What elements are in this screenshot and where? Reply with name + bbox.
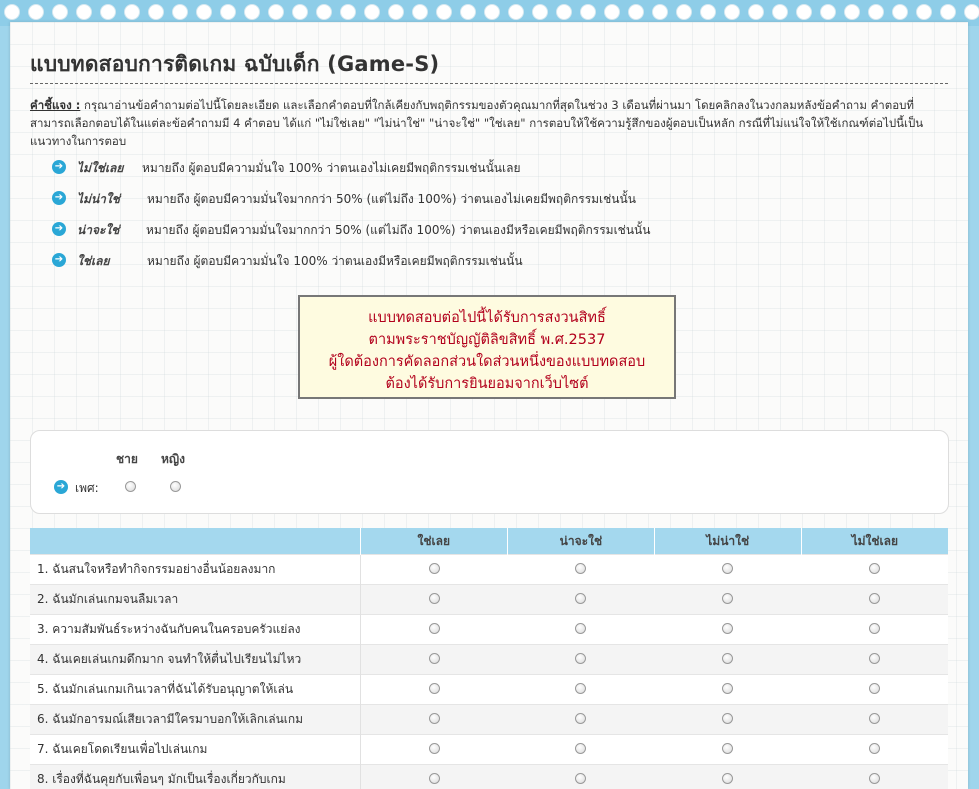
answer-radio-probably-no[interactable]: [722, 773, 733, 784]
definitions-list: [52, 159, 932, 283]
answer-radio-yes[interactable]: [429, 593, 440, 604]
table-row: [30, 765, 948, 789]
table-row: [30, 645, 948, 675]
gender-option-male-label: ชาย: [116, 452, 138, 466]
definition-desc: หมายถึง ผู้ตอบมีความมั่นใจ 100% ว่าตนเองไม่เคยมีพฤติกรรมเช่นนั้นเลย: [142, 161, 521, 175]
question-text: 1. ฉันสนใจหรือทำกิจกรรมอย่างอื่นน้อยลงมาก: [30, 555, 360, 585]
scallop-dot: [868, 4, 884, 20]
answer-radio-probably-yes[interactable]: [575, 773, 586, 784]
scallop-dot: [940, 4, 956, 20]
definition-item: [52, 190, 932, 221]
definition-term: ใช่เลย: [77, 254, 110, 268]
gender-label: เพศ:: [75, 481, 99, 495]
scallop-dot: [268, 4, 284, 20]
scallop-dot: [796, 4, 812, 20]
answer-radio-probably-no[interactable]: [722, 683, 733, 694]
definition-desc: หมายถึง ผู้ตอบมีความมั่นใจมากกว่า 50% (แต่ไม่ถึง 100%) ว่าตนเองมีหรือเคยมีพฤติกรรมเช่นนั้น: [146, 223, 651, 237]
answer-radio-no[interactable]: [869, 713, 880, 724]
answer-radio-yes[interactable]: [429, 623, 440, 634]
instructions-text: กรุณาอ่านข้อคำถามต่อไปนี้โดยละเอียด และเลือกคำตอบที่ใกล้เคียงกับพฤติกรรมของตัวคุณมากที่สุดในช่วง 3 เดือนที่ผ่านมา โดยคลิกลงในวงกลมหลังข้อคำถาม คำตอบที่สามารถเลือกตอบได้ในแต่ละข้อคำถามมี 4 คำตอบ ได้แก่ "ไม่ใช่เลย" "ไม่น่าใช่" "น่าจะใช่" "ใช่เลย" การตอบให้ใช้ความรู้สึกของผู้ตอบเป็นหลัก กรณีที่ไม่แน่ใจให้ใช้เกณฑ์ต่อไปนี้เป็นแนวทางในการตอบ: [30, 98, 924, 148]
answer-radio-probably-yes[interactable]: [575, 563, 586, 574]
copyright-line: แบบทดสอบต่อไปนี้ได้รับการสงวนสิทธิ์: [368, 310, 606, 326]
scallop-dot: [508, 4, 524, 20]
definition-term: ไม่น่าใช่: [77, 192, 120, 206]
answer-radio-yes[interactable]: [429, 713, 440, 724]
content-paper: [10, 22, 968, 789]
scallop-dot: [676, 4, 692, 20]
scallop-dot: [484, 4, 500, 20]
scallop-dot: [532, 4, 548, 20]
scallop-dot: [100, 4, 116, 20]
arrow-right-icon: ➔: [52, 160, 66, 174]
definition-desc: หมายถึง ผู้ตอบมีความมั่นใจ 100% ว่าตนเองมีหรือเคยมีพฤติกรรมเช่นนั้น: [147, 254, 523, 268]
scallop-dot: [196, 4, 212, 20]
scallop-dot: [556, 4, 572, 20]
answer-radio-no[interactable]: [869, 593, 880, 604]
copyright-line: ตามพระราชบัญญัติลิขสิทธิ์ พ.ศ.2537: [368, 332, 606, 348]
answer-radio-probably-yes[interactable]: [575, 623, 586, 634]
instructions-lead: คำชี้แจง :: [30, 98, 81, 112]
answer-radio-probably-yes[interactable]: [575, 713, 586, 724]
page-title: แบบทดสอบการติดเกม ฉบับเด็ก (Game-S): [30, 52, 440, 76]
table-row: [30, 675, 948, 705]
answer-radio-no[interactable]: [869, 683, 880, 694]
copyright-line: ต้องได้รับการยินยอมจากเว็บไซต์: [385, 376, 589, 392]
scallop-dot: [244, 4, 260, 20]
gender-option-female-label: หญิง: [161, 452, 185, 466]
table-row: [30, 705, 948, 735]
arrow-right-icon: ➔: [52, 222, 66, 236]
scallop-dot: [580, 4, 596, 20]
scallop-dot: [388, 4, 404, 20]
scallop-dot: [292, 4, 308, 20]
scallop-dot: [724, 4, 740, 20]
scallop-dot: [628, 4, 644, 20]
scallop-dot: [964, 4, 979, 20]
answer-radio-no[interactable]: [869, 563, 880, 574]
column-header-no: ไม่ใช่เลย: [801, 528, 948, 555]
answer-radio-yes[interactable]: [429, 743, 440, 754]
scallop-dot: [148, 4, 164, 20]
table-header-row: [30, 528, 948, 555]
definition-term: ไม่ใช่เลย: [77, 161, 124, 175]
title-divider: [30, 83, 948, 84]
answer-radio-probably-no[interactable]: [722, 653, 733, 664]
questions-table: [30, 528, 948, 789]
definition-term: น่าจะใช่: [77, 223, 120, 237]
answer-radio-yes[interactable]: [429, 563, 440, 574]
question-text: 3. ความสัมพันธ์ระหว่างฉันกับคนในครอบครัวแย่ลง: [30, 615, 360, 645]
answer-radio-yes[interactable]: [429, 653, 440, 664]
scallop-dot: [652, 4, 668, 20]
scallop-dot: [772, 4, 788, 20]
column-header-question: [30, 528, 360, 555]
answer-radio-probably-no[interactable]: [722, 713, 733, 724]
answer-radio-no[interactable]: [869, 743, 880, 754]
answer-radio-probably-no[interactable]: [722, 593, 733, 604]
scallop-dot: [124, 4, 140, 20]
answer-radio-no[interactable]: [869, 773, 880, 784]
column-header-probably-no: ไม่น่าใช่: [654, 528, 801, 555]
gender-section: [30, 430, 949, 514]
question-text: 4. ฉันเคยเล่นเกมดึกมาก จนทำให้ตื่นไปเรียนไม่ไหว: [30, 645, 360, 675]
answer-radio-probably-yes[interactable]: [575, 653, 586, 664]
scallop-dot: [436, 4, 452, 20]
question-text: 7. ฉันเคยโดดเรียนเพื่อไปเล่นเกม: [30, 735, 360, 765]
scallop-dot: [916, 4, 932, 20]
scallop-dot: [4, 4, 20, 20]
instructions: [30, 96, 948, 150]
scallop-dot: [76, 4, 92, 20]
scallop-dot: [364, 4, 380, 20]
answer-radio-yes[interactable]: [429, 683, 440, 694]
scallop-dot: [412, 4, 428, 20]
table-row: [30, 735, 948, 765]
scallop-dot: [28, 4, 44, 20]
arrow-right-icon: ➔: [52, 191, 66, 205]
scallop-dot: [820, 4, 836, 20]
column-header-probably-yes: น่าจะใช่: [507, 528, 654, 555]
definition-desc: หมายถึง ผู้ตอบมีความมั่นใจมากกว่า 50% (แต่ไม่ถึง 100%) ว่าตนเองไม่เคยมีพฤติกรรมเช่นนั้น: [147, 192, 636, 206]
answer-radio-no[interactable]: [869, 653, 880, 664]
copyright-notice: [298, 295, 676, 399]
table-row: [30, 555, 948, 585]
arrow-right-icon: ➔: [52, 253, 66, 267]
answer-radio-yes[interactable]: [429, 773, 440, 784]
scallop-dot: [700, 4, 716, 20]
scallop-dot: [220, 4, 236, 20]
definition-item: [52, 252, 932, 283]
scallop-dot: [172, 4, 188, 20]
definition-item: [52, 221, 932, 252]
answer-radio-probably-no[interactable]: [722, 743, 733, 754]
answer-radio-no[interactable]: [869, 623, 880, 634]
scallop-dot: [748, 4, 764, 20]
question-text: 5. ฉันมักเล่นเกมเกินเวลาที่ฉันได้รับอนุญาตให้เล่น: [30, 675, 360, 705]
gender-radio-female[interactable]: [170, 481, 181, 492]
answer-radio-probably-yes[interactable]: [575, 743, 586, 754]
copyright-line: ผู้ใดต้องการคัดลอกส่วนใดส่วนหนึ่งของแบบทดสอบ: [328, 354, 646, 370]
scallop-dot: [604, 4, 620, 20]
answer-radio-probably-yes[interactable]: [575, 593, 586, 604]
definition-item: [52, 159, 932, 190]
question-text: 8. เรื่องที่ฉันคุยกับเพื่อนๆ มักเป็นเรื่องเกี่ยวกับเกม: [30, 765, 360, 789]
scallop-dot: [844, 4, 860, 20]
scallop-dot: [316, 4, 332, 20]
scallop-dot: [52, 4, 68, 20]
gender-radio-male[interactable]: [125, 481, 136, 492]
answer-radio-probably-yes[interactable]: [575, 683, 586, 694]
scallop-dot: [460, 4, 476, 20]
table-row: [30, 585, 948, 615]
arrow-right-icon: ➔: [54, 480, 68, 494]
table-row: [30, 615, 948, 645]
scallop-dot: [340, 4, 356, 20]
column-header-yes: ใช่เลย: [360, 528, 507, 555]
question-text: 6. ฉันมักอารมณ์เสียเวลามีใครมาบอกให้เลิกเล่นเกม: [30, 705, 360, 735]
scallop-dot: [892, 4, 908, 20]
answer-radio-probably-no[interactable]: [722, 623, 733, 634]
question-text: 2. ฉันมักเล่นเกมจนลืมเวลา: [30, 585, 360, 615]
answer-radio-probably-no[interactable]: [722, 563, 733, 574]
